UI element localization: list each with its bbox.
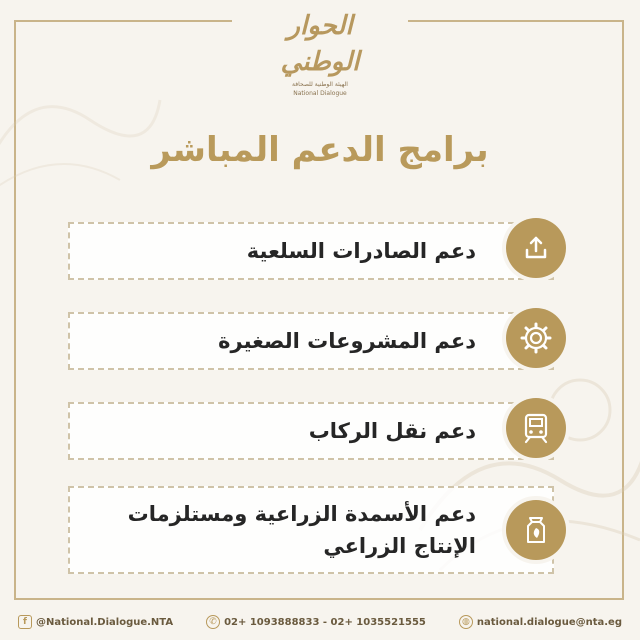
page-title: برامج الدعم المباشر (151, 130, 489, 170)
facebook-icon: f (18, 615, 32, 629)
item-label: دعم الأسمدة الزراعية ومستلزمات الإنتاج الزراعي (127, 502, 476, 558)
logo-subtitle-1: الهيئة الوطنية للصحافة (292, 81, 348, 88)
logo-script: الحوار الوطني (280, 11, 360, 77)
footer (0, 604, 640, 640)
upload-icon (506, 218, 566, 278)
list-item-small-projects (68, 312, 554, 370)
footer-phones (206, 615, 426, 629)
footer-email[interactable] (459, 615, 622, 629)
item-label: دعم المشروعات الصغيرة (218, 329, 476, 353)
train-icon (506, 398, 566, 458)
footer-facebook[interactable] (18, 615, 173, 629)
list-item-passenger-transport (68, 402, 554, 460)
phone-numbers: 02+ 1093888833 - 02+ 1035521555 (224, 616, 426, 628)
email-address: national.dialogue@nta.eg (476, 616, 622, 628)
whatsapp-icon: ✆ (206, 615, 220, 629)
list-item-exports (68, 222, 554, 280)
gear-icon (506, 308, 566, 368)
facebook-handle: @National.Dialogue.NTA (36, 616, 174, 628)
logo-subtitle-2: National Dialogue (293, 90, 347, 97)
globe-icon: ◍ (459, 615, 473, 629)
fertilizer-sack-icon (506, 500, 566, 560)
item-label: دعم الصادرات السلعية (246, 239, 476, 263)
item-label: دعم نقل الركاب (308, 419, 476, 443)
logo (256, 8, 384, 97)
list-item-fertilizers (68, 486, 554, 574)
